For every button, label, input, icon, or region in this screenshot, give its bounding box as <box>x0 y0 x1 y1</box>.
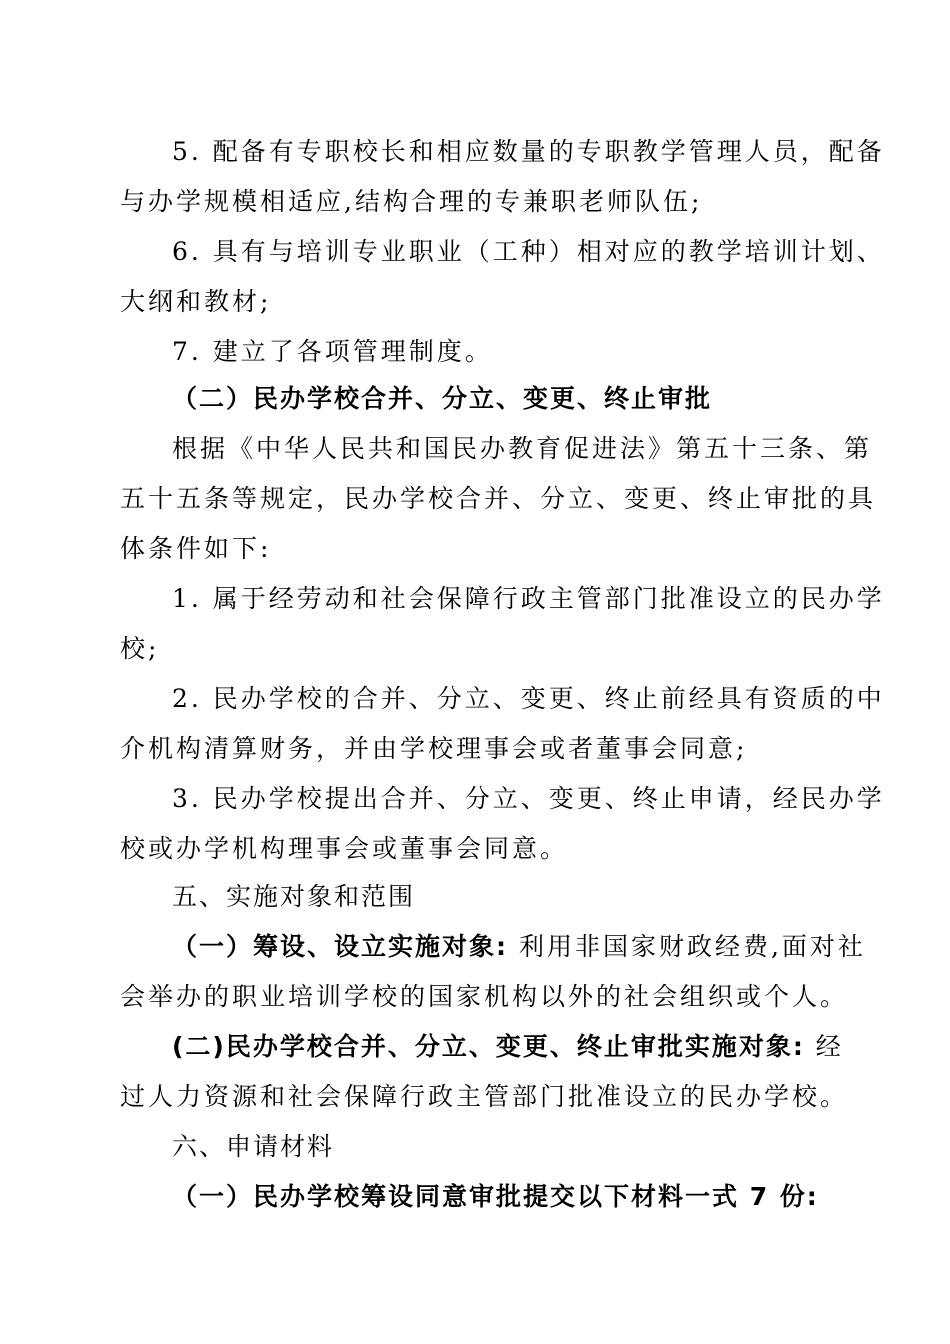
condition-2-line-2: 介机构清算财务，并由学校理事会或者董事会同意; <box>120 734 748 763</box>
item-5-line-2: 与办学规模相适应,结构合理的专兼职老师队伍; <box>120 187 703 216</box>
target-2-text: 经 <box>804 1032 844 1061</box>
item-7: 7. 建立了各项管理制度。 <box>172 337 493 366</box>
target-1-line-1 <box>172 930 866 964</box>
target-2-line-2: 过人力资源和社会保障行政主管部门批准设立的民办学校。 <box>120 1082 849 1111</box>
item-6-line-1: 6. 具有与培训专业职业（工种）相对应的教学培训计划、 <box>172 237 885 266</box>
section-2-heading: （二）民办学校合并、分立、变更、终止审批 <box>172 384 713 413</box>
section-5-heading: 五、实施对象和范围 <box>172 882 416 911</box>
target-2-line-1 <box>172 1030 844 1064</box>
target-1-text: 利用非国家财政经费,面对社 <box>508 932 866 961</box>
section-6-heading: 六、申请材料 <box>172 1132 335 1161</box>
basis-line-2: 五十五条等规定，民办学校合并、分立、变更、终止审批的具 <box>120 484 877 513</box>
basis-line-3: 体条件如下: <box>120 534 272 563</box>
condition-1-line-2: 校; <box>120 634 160 663</box>
condition-3-line-2: 校或办学机构理事会或董事会同意。 <box>120 834 569 863</box>
item-5-line-1: 5. 配备有专职校长和相应数量的专职教学管理人员，配备 <box>172 137 885 166</box>
materials-1-heading: （一）民办学校筹设同意审批提交以下材料一式 7 份: <box>172 1182 819 1211</box>
condition-3-line-1: 3. 民办学校提出合并、分立、变更、终止申请，经民办学 <box>172 784 885 813</box>
target-2-label: (二)民办学校合并、分立、变更、终止审批实施对象: <box>172 1032 805 1061</box>
basis-line-1: 根据《中华人民共和国民办教育促进法》第五十三条、第 <box>172 434 873 463</box>
item-6-line-2: 大纲和教材; <box>120 287 272 316</box>
condition-1-line-1: 1. 属于经劳动和社会保障行政主管部门批准设立的民办学 <box>172 584 885 613</box>
condition-2-line-1: 2. 民办学校的合并、分立、变更、终止前经具有资质的中 <box>172 684 885 713</box>
target-1-label: （一）筹设、设立实施对象: <box>172 932 508 961</box>
target-1-line-2: 会举办的职业培训学校的国家机构以外的社会组织或个人。 <box>120 982 849 1011</box>
